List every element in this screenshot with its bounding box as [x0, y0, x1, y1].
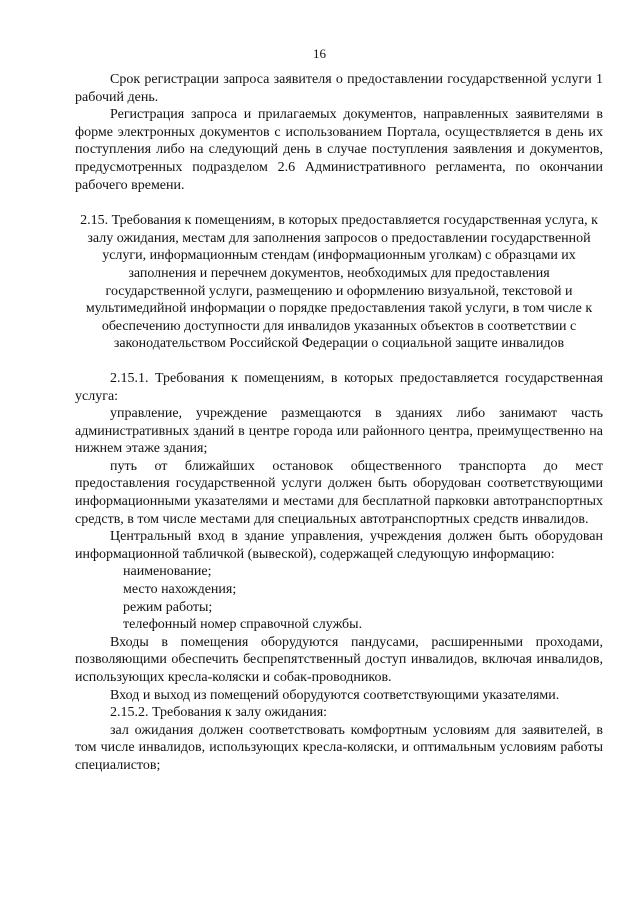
list-item: телефонный номер справочной службы.: [123, 617, 363, 633]
list-item: режим работы;: [123, 599, 213, 615]
paragraph: 2.15.2. Требования к залу ожидания:: [110, 705, 328, 721]
paragraph: Вход и выход из помещений оборудуются соответствующими указателями.: [110, 687, 560, 703]
paragraph: зал ожидания должен соответствовать комфортным условиям для заявителей, в том числе инвалидов, использующих кресла-коляски, и оптимальным условиям работы специалистов;: [75, 722, 603, 773]
paragraph: путь от ближайших остановок общественного транспорта до мест предоставления государственной услуги должен быть оборудован соответствующими информационными указателями и местами для бесплатной парковки автотранспортных средств, в том числе местами для специальных автотранспортных средств инвалидов.: [75, 458, 603, 527]
paragraph: Входы в помещения оборудуются пандусами, расширенными проходами, позволяющими обеспечить беспрепятственный доступ инвалидов, включая инвалидов, использующих кресла-коляски и собак-проводников.: [75, 634, 603, 685]
paragraph: управление, учреждение размещаются в зданиях либо занимают часть административных зданий в центре города или районного центра, преимущественно на нижнем этаже здания;: [75, 406, 603, 457]
paragraph: Срок регистрации запроса заявителя о предоставлении государственной услуги 1 рабочий день.: [75, 72, 603, 105]
paragraph: Центральный вход в здание управления, учреждения должен быть оборудован информационной табличкой (вывеской), содержащей следующую информацию:: [75, 529, 603, 562]
page-number: 16: [313, 46, 326, 61]
section-heading: 2.15. Требования к помещениям, в которых предоставляется государственная услуга, к залу ожидания, местам для заполнения запросов о предоставлении государственной услуги, информационным стендам (информационным уголкам) с образцами их заполнения и перечнем документов, необходимых для предоставления государственной услуги, размещению и оформлению визуальной, текстовой и мультимедийной информации о порядке предоставления такой услуги, в том числе к обеспечению доступности для инвалидов указанных объектов в соответствии с законодательством Российской Федерации о социальной защите инвалидов: [80, 213, 598, 352]
paragraph: Регистрация запроса и прилагаемых документов, направленных заявителями в форме электронных документов с использованием Портала, осуществляется в день их поступления либо на следующий день в случае поступления заявления и документов, предусмотренных подразделом 2.6 Административного регламента, по окончании рабочего времени.: [75, 107, 603, 193]
list-item: место нахождения;: [123, 582, 237, 598]
document-body: [75, 71, 603, 775]
list-item: наименование;: [123, 564, 212, 580]
info-list: [75, 563, 603, 633]
paragraph: 2.15.1. Требования к помещениям, в которых предоставляется государственная услуга:: [75, 370, 603, 404]
